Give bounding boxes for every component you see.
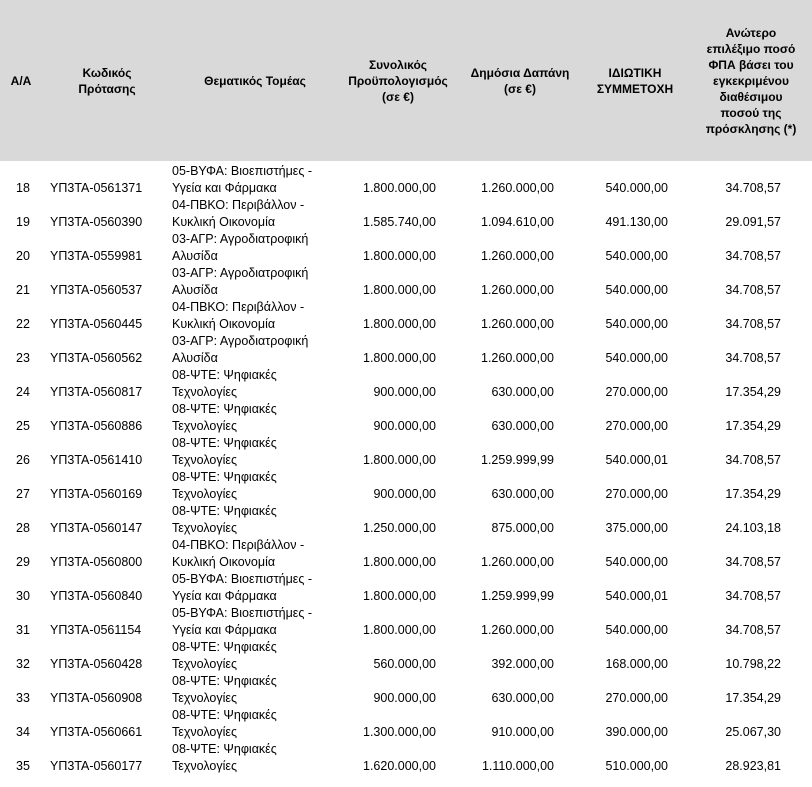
header-code [52, 0, 162, 161]
row-number: 19 [16, 215, 30, 229]
public-expenditure: 1.260.000,00 [481, 249, 554, 263]
header-public [460, 0, 580, 161]
max-vat-amount: 25.067,30 [725, 725, 781, 739]
table-row [0, 265, 812, 299]
public-expenditure: 630.000,00 [491, 487, 554, 501]
max-vat-amount: 28.923,81 [725, 759, 781, 773]
max-vat-amount: 34.708,57 [725, 351, 781, 365]
total-budget: 900.000,00 [373, 691, 436, 705]
private-contribution: 540.000,00 [605, 623, 668, 637]
max-vat-amount: 34.708,57 [725, 589, 781, 603]
max-vat-amount: 17.354,29 [725, 487, 781, 501]
total-budget: 1.300.000,00 [363, 725, 436, 739]
row-number: 30 [16, 589, 30, 603]
private-contribution: 540.000,00 [605, 555, 668, 569]
max-vat-amount: 17.354,29 [725, 419, 781, 433]
thematic-sector: 08-ΨΤΕ: Ψηφιακές Τεχνολογίες [172, 674, 277, 705]
thematic-sector: 08-ΨΤΕ: Ψηφιακές Τεχνολογίες [172, 436, 277, 467]
row-number: 18 [16, 181, 30, 195]
public-expenditure: 1.094.610,00 [481, 215, 554, 229]
private-contribution: 540.000,01 [605, 589, 668, 603]
table-row [0, 673, 812, 707]
row-number: 23 [16, 351, 30, 365]
header-code-label: Κωδικός Πρότασης [78, 65, 136, 96]
proposal-code: ΥΠ3ΤΑ-0560661 [50, 725, 143, 739]
max-vat-amount: 34.708,57 [725, 283, 781, 297]
total-budget: 900.000,00 [373, 419, 436, 433]
max-vat-amount: 10.798,22 [725, 657, 781, 671]
private-contribution: 510.000,00 [605, 759, 668, 773]
private-contribution: 540.000,00 [605, 317, 668, 331]
proposal-code: ΥΠ3ΤΑ-0560169 [50, 487, 143, 501]
header-budget [338, 0, 458, 161]
private-contribution: 540.000,01 [605, 453, 668, 467]
thematic-sector: 08-ΨΤΕ: Ψηφιακές Τεχνολογίες [172, 470, 277, 501]
row-number: 27 [16, 487, 30, 501]
row-number: 35 [16, 759, 30, 773]
public-expenditure: 1.260.000,00 [481, 555, 554, 569]
table-row [0, 197, 812, 231]
max-vat-amount: 34.708,57 [725, 453, 781, 467]
proposal-code: ΥΠ3ΤΑ-0560886 [50, 419, 143, 433]
header-budget-label: Συνολικός Προϋπολογισμός (σε €) [348, 57, 448, 104]
total-budget: 1.800.000,00 [363, 181, 436, 195]
thematic-sector: 08-ΨΤΕ: Ψηφιακές Τεχνολογίες [172, 742, 277, 773]
private-contribution: 375.000,00 [605, 521, 668, 535]
total-budget: 1.620.000,00 [363, 759, 436, 773]
table-row [0, 299, 812, 333]
table-row [0, 333, 812, 367]
total-budget: 1.800.000,00 [363, 317, 436, 331]
thematic-sector: 03-ΑΓΡ: Αγροδιατροφική Αλυσίδα [172, 266, 309, 297]
public-expenditure: 1.260.000,00 [481, 181, 554, 195]
total-budget: 1.800.000,00 [363, 249, 436, 263]
total-budget: 1.800.000,00 [363, 555, 436, 569]
public-expenditure: 1.260.000,00 [481, 317, 554, 331]
row-number: 21 [16, 283, 30, 297]
row-number: 33 [16, 691, 30, 705]
row-number: 29 [16, 555, 30, 569]
thematic-sector: 05-ΒΥΦΑ: Βιοεπιστήμες - Υγεία και Φάρμακα [172, 164, 313, 195]
total-budget: 900.000,00 [373, 487, 436, 501]
max-vat-amount: 34.708,57 [725, 555, 781, 569]
row-number: 26 [16, 453, 30, 467]
total-budget: 560.000,00 [373, 657, 436, 671]
private-contribution: 270.000,00 [605, 691, 668, 705]
table-row [0, 639, 812, 673]
thematic-sector: 03-ΑΓΡ: Αγροδιατροφική Αλυσίδα [172, 232, 309, 263]
private-contribution: 270.000,00 [605, 487, 668, 501]
header-sector-label: Θεματικός Τομέας [204, 73, 306, 88]
proposal-code: ΥΠ3ΤΑ-0560562 [50, 351, 143, 365]
table-row [0, 469, 812, 503]
total-budget: 1.800.000,00 [363, 351, 436, 365]
header-aa-label: Α/Α [10, 73, 32, 88]
total-budget: 1.800.000,00 [363, 453, 436, 467]
public-expenditure: 875.000,00 [491, 521, 554, 535]
max-vat-amount: 17.354,29 [725, 691, 781, 705]
private-contribution: 491.130,00 [605, 215, 668, 229]
thematic-sector: 04-ΠΒΚΟ: Περιβάλλον - Κυκλική Οικονομία [172, 300, 305, 331]
table-header [0, 0, 812, 161]
proposal-code: ΥΠ3ΤΑ-0560147 [50, 521, 143, 535]
table-row [0, 163, 812, 197]
row-number: 24 [16, 385, 30, 399]
thematic-sector: 08-ΨΤΕ: Ψηφιακές Τεχνολογίες [172, 368, 277, 399]
public-expenditure: 392.000,00 [491, 657, 554, 671]
proposal-code: ΥΠ3ΤΑ-0561371 [50, 181, 143, 195]
header-max-vat-label: Ανώτερο επιλέξιμο ποσό ΦΠΑ βάσει του εγκεκριμένου διαθέσιμου ποσού της πρόσκλησης (*) [705, 25, 797, 136]
max-vat-amount: 24.103,18 [725, 521, 781, 535]
proposal-code: ΥΠ3ΤΑ-0559981 [50, 249, 143, 263]
thematic-sector: 05-ΒΥΦΑ: Βιοεπιστήμες - Υγεία και Φάρμακα [172, 606, 313, 637]
table-row [0, 741, 812, 775]
proposal-code: ΥΠ3ΤΑ-0560177 [50, 759, 143, 773]
proposal-code: ΥΠ3ΤΑ-0560800 [50, 555, 143, 569]
thematic-sector: 04-ΠΒΚΟ: Περιβάλλον - Κυκλική Οικονομία [172, 198, 305, 229]
table-row [0, 707, 812, 741]
header-max-vat [690, 0, 812, 161]
table-row [0, 571, 812, 605]
thematic-sector: 08-ΨΤΕ: Ψηφιακές Τεχνολογίες [172, 640, 277, 671]
table-row [0, 367, 812, 401]
proposal-code: ΥΠ3ΤΑ-0560908 [50, 691, 143, 705]
max-vat-amount: 34.708,57 [725, 249, 781, 263]
header-sector [170, 0, 340, 161]
proposal-code: ΥΠ3ΤΑ-0560537 [50, 283, 143, 297]
proposal-code: ΥΠ3ΤΑ-0560817 [50, 385, 143, 399]
row-number: 28 [16, 521, 30, 535]
row-number: 20 [16, 249, 30, 263]
private-contribution: 390.000,00 [605, 725, 668, 739]
thematic-sector: 08-ΨΤΕ: Ψηφιακές Τεχνολογίες [172, 402, 277, 433]
table-row [0, 605, 812, 639]
row-number: 25 [16, 419, 30, 433]
proposal-code: ΥΠ3ΤΑ-0560390 [50, 215, 143, 229]
proposal-code: ΥΠ3ΤΑ-0561410 [50, 453, 143, 467]
private-contribution: 540.000,00 [605, 181, 668, 195]
header-private [580, 0, 690, 161]
public-expenditure: 630.000,00 [491, 385, 554, 399]
table-row [0, 435, 812, 469]
max-vat-amount: 34.708,57 [725, 317, 781, 331]
thematic-sector: 08-ΨΤΕ: Ψηφιακές Τεχνολογίες [172, 504, 277, 535]
max-vat-amount: 29.091,57 [725, 215, 781, 229]
public-expenditure: 630.000,00 [491, 691, 554, 705]
header-private-label: ΙΔΙΩΤΙΚΗ ΣΥΜΜΕΤΟΧΗ [596, 65, 674, 96]
row-number: 22 [16, 317, 30, 331]
table-row [0, 503, 812, 537]
thematic-sector: 03-ΑΓΡ: Αγροδιατροφική Αλυσίδα [172, 334, 309, 365]
max-vat-amount: 17.354,29 [725, 385, 781, 399]
total-budget: 1.585.740,00 [363, 215, 436, 229]
private-contribution: 168.000,00 [605, 657, 668, 671]
proposal-code: ΥΠ3ΤΑ-0560445 [50, 317, 143, 331]
total-budget: 1.250.000,00 [363, 521, 436, 535]
public-expenditure: 1.260.000,00 [481, 351, 554, 365]
private-contribution: 540.000,00 [605, 249, 668, 263]
public-expenditure: 910.000,00 [491, 725, 554, 739]
proposal-code: ΥΠ3ΤΑ-0561154 [50, 623, 142, 637]
private-contribution: 270.000,00 [605, 419, 668, 433]
public-expenditure: 1.259.999,99 [481, 453, 554, 467]
thematic-sector: 08-ΨΤΕ: Ψηφιακές Τεχνολογίες [172, 708, 277, 739]
public-expenditure: 1.260.000,00 [481, 623, 554, 637]
proposal-code: ΥΠ3ΤΑ-0560428 [50, 657, 143, 671]
max-vat-amount: 34.708,57 [725, 181, 781, 195]
thematic-sector: 05-ΒΥΦΑ: Βιοεπιστήμες - Υγεία και Φάρμακα [172, 572, 313, 603]
thematic-sector: 04-ΠΒΚΟ: Περιβάλλον - Κυκλική Οικονομία [172, 538, 305, 569]
public-expenditure: 1.260.000,00 [481, 283, 554, 297]
total-budget: 1.800.000,00 [363, 283, 436, 297]
table-row [0, 401, 812, 435]
proposal-code: ΥΠ3ΤΑ-0560840 [50, 589, 143, 603]
private-contribution: 540.000,00 [605, 351, 668, 365]
max-vat-amount: 34.708,57 [725, 623, 781, 637]
row-number: 31 [16, 623, 30, 637]
private-contribution: 540.000,00 [605, 283, 668, 297]
total-budget: 1.800.000,00 [363, 589, 436, 603]
row-number: 34 [16, 725, 30, 739]
private-contribution: 270.000,00 [605, 385, 668, 399]
header-aa [0, 0, 42, 161]
table-row [0, 537, 812, 571]
row-number: 32 [16, 657, 30, 671]
public-expenditure: 1.110.000,00 [481, 759, 554, 773]
header-public-label: Δημόσια Δαπάνη (σε €) [470, 65, 570, 96]
total-budget: 1.800.000,00 [363, 623, 436, 637]
public-expenditure: 1.259.999,99 [481, 589, 554, 603]
table-row [0, 231, 812, 265]
total-budget: 900.000,00 [373, 385, 436, 399]
public-expenditure: 630.000,00 [491, 419, 554, 433]
